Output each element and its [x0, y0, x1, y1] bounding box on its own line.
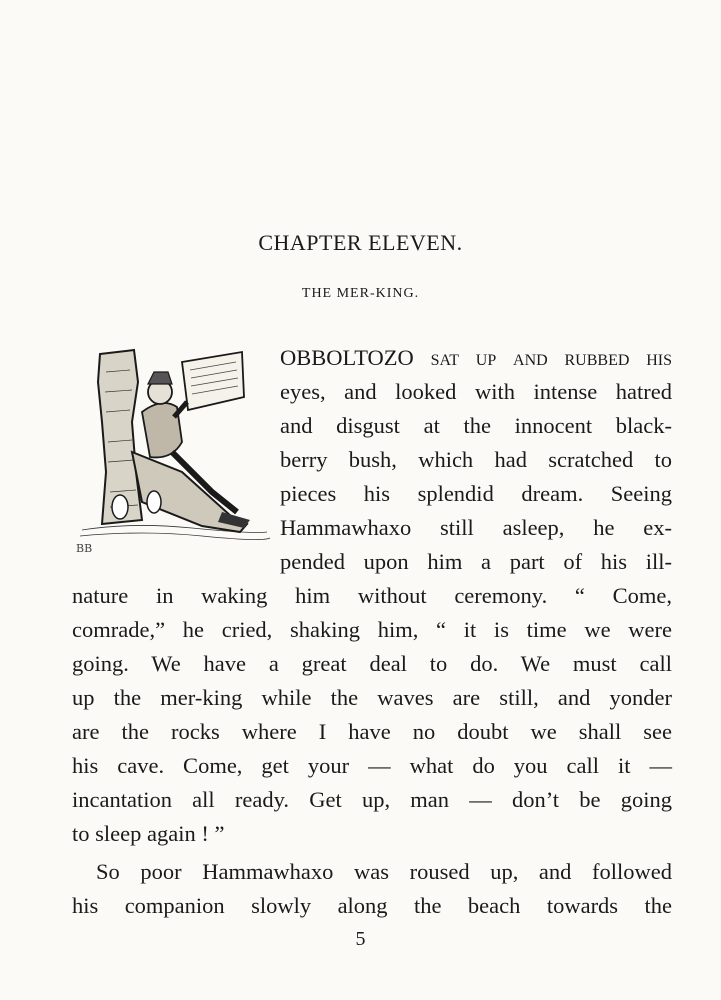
text-line: Hammawhaxo still asleep, he ex-	[280, 515, 672, 540]
text-line: his companion slowly along the beach towards the	[72, 893, 672, 918]
text-line: incantation all ready. Get up, man — don’t be going	[72, 787, 672, 812]
svg-text:BB: BB	[76, 542, 93, 555]
chapter-subtitle: THE MER-KING.	[301, 286, 420, 301]
text-line: are the rocks where I have no doubt we shall see	[72, 719, 672, 744]
text-line: his cave. Come, get your — what do you call it —	[72, 753, 672, 778]
text-line: eyes, and looked with intense hatred	[280, 379, 672, 404]
text-line: to sleep again ! ”	[72, 821, 225, 846]
text-line: nature in waking him without ceremony. “ Come,	[72, 583, 672, 608]
text-line: pended upon him a part of his ill-	[280, 549, 672, 574]
paragraph-first-line: So poor Hammawhaxo was roused up, and followed	[96, 859, 672, 884]
dropcap-k-illustration	[72, 342, 272, 564]
page-number: 5	[355, 928, 366, 950]
text-line: comrade,” he cried, shaking him, “ it is time we were	[72, 617, 672, 642]
text-line	[280, 343, 672, 373]
text-line: and disgust at the innocent black-	[280, 413, 672, 438]
chapter-title: CHAPTER ELEVEN.	[258, 230, 463, 255]
dropcap-small-caps: OBBOLTOZO sat up and rubbed his	[280, 345, 672, 370]
text-line: up the mer-king while the waves are still, and yonder	[72, 685, 672, 710]
text-line: going. We have a great deal to do. We must call	[72, 651, 672, 676]
text-line: berry bush, which had scratched to	[280, 447, 672, 472]
text-line: pieces his splendid dream. Seeing	[280, 481, 672, 506]
